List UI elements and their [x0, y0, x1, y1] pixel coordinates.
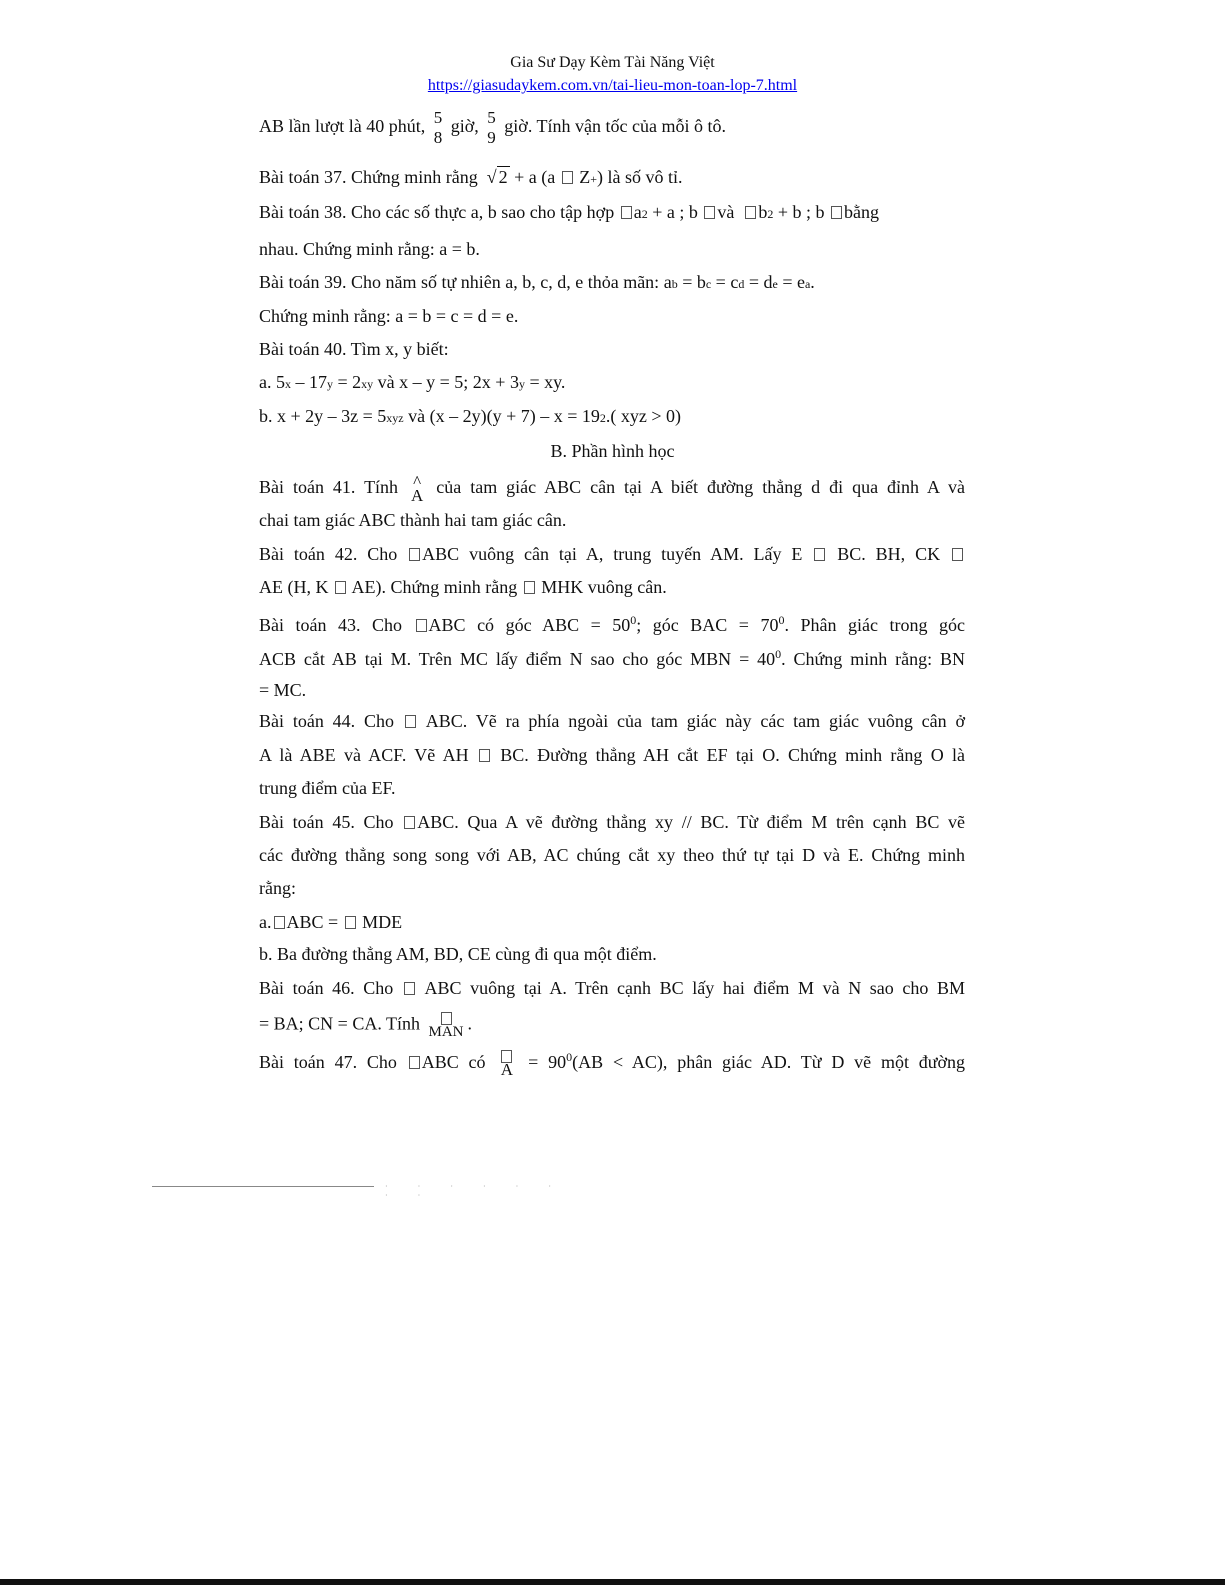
p40-a — [259, 371, 565, 395]
p47-l1c: = 90 — [528, 1052, 567, 1072]
p41-pre: Bài toán 41. Tính — [259, 477, 399, 498]
angle-man — [429, 1012, 464, 1039]
p40-a-2: – 17 — [295, 372, 327, 392]
triangle-box-icon — [274, 916, 285, 929]
footer-rule — [152, 1186, 374, 1187]
p40-b-2: và (x – 2y)(y + 7) – x = 19 — [408, 406, 600, 426]
problem-46-line1 — [259, 977, 965, 999]
line-ab-pre: AB lần lượt là 40 phút, — [259, 116, 426, 137]
p43-l1a: Bài toán 43. Cho — [259, 615, 403, 635]
p37-pre: Bài toán 37. Chứng minh rằng — [259, 167, 478, 187]
triangle-box-icon — [404, 816, 415, 829]
p43-l1c: ; góc BAC = 70 — [636, 615, 779, 635]
line-ab-post: giờ. Tính vận tốc của mỗi ô tô. — [504, 116, 726, 137]
p44-l2b: BC. Đường thẳng AH cắt EF tại O. Chứng minh rằng — [500, 745, 923, 765]
problem-43-line2 — [259, 643, 965, 670]
problem-37 — [259, 166, 683, 190]
p43-line3: = MC. — [259, 680, 307, 700]
p44-l1b: ABC. Vẽ ra phía ngoài của tam giác này các tam giác vuông cân ở — [425, 711, 965, 731]
frac2-den: 9 — [487, 128, 496, 147]
triangle-box-icon — [409, 1056, 420, 1069]
frac2-num: 5 — [487, 108, 496, 127]
p41-letter: A — [411, 486, 424, 505]
p45-l1a: Bài toán 45. Cho — [259, 812, 394, 832]
p44-l1a: Bài toán 44. Cho — [259, 711, 395, 731]
p38-sup2: 2 — [641, 207, 648, 221]
page-bottom-bar — [0, 1579, 1225, 1585]
p40-b-1: b. x + 2y – 3z = 5 — [259, 406, 387, 426]
p46-l2b: . — [467, 1013, 473, 1034]
p38-va: và — [717, 202, 735, 222]
p39-base: d — [763, 272, 773, 292]
p47-l1a: Bài toán 47. Cho — [259, 1052, 397, 1072]
p46-l2a: = BA; CN = CA. Tính — [259, 1013, 420, 1034]
p46-angle: MAN — [428, 1024, 464, 1040]
p39-pre: Bài toán 39. Cho năm số tự nhiên a, b, c, d, e thỏa mãn: — [259, 272, 660, 292]
p40-title: Bài toán 40. Tìm x, y biết: — [259, 339, 449, 359]
p42-l1c: BC. BH, CK — [837, 544, 941, 564]
problem-47-line1 — [259, 1046, 966, 1080]
triangle-box-icon — [345, 916, 356, 929]
p47-deg: 0 — [566, 1050, 573, 1064]
header-url-link[interactable]: https://giasudaykem.com.vn/tai-lieu-mon-toan-lop-7.html — [427, 77, 798, 94]
p40-a-sx: x — [285, 377, 291, 391]
brace-box-icon — [621, 206, 632, 219]
p39-separator: . — [810, 272, 815, 292]
triangle-box-icon — [405, 715, 416, 728]
problem-39 — [259, 271, 815, 295]
p37-post: ) là số vô tỉ. — [597, 167, 683, 187]
p45-a3: MDE — [362, 912, 403, 932]
fraction-5-9 — [487, 108, 496, 148]
problem-41 — [259, 472, 965, 505]
p38-b2: b — [758, 202, 768, 222]
triangle-box-icon — [416, 619, 427, 632]
element-of-box-icon — [335, 581, 346, 594]
fraction-5-8 — [434, 108, 443, 148]
p39-separator: = — [777, 272, 797, 292]
problem-43-line1 — [259, 609, 965, 636]
p45-b: b. Ba đường thẳng AM, BD, CE cùng đi qua một điểm. — [259, 944, 657, 964]
p43-deg1: 0 — [630, 613, 637, 627]
p40-b-sxyz: xyz — [386, 411, 404, 425]
p39-separator: = — [711, 272, 731, 292]
p39-base: e — [796, 272, 805, 292]
problem-42-line2 — [259, 576, 667, 598]
triangle-box-icon — [404, 982, 415, 995]
p37-z: Z — [579, 167, 591, 187]
p46-l1b: ABC vuông tại A. Trên cạnh BC lấy hai điểm M và N sao cho BM — [424, 978, 965, 998]
problem-42-line1 — [259, 543, 965, 565]
p40-a-sy: y — [327, 377, 333, 391]
p39-exponent: e — [772, 277, 778, 291]
header-url[interactable] — [0, 76, 1225, 96]
p39-separator: = — [744, 272, 764, 292]
p42-l2b: AE). Chứng minh rằng — [351, 577, 518, 597]
sqrt-symbol: √ 2 — [482, 167, 508, 187]
p39-base: a — [663, 272, 672, 292]
p45-a — [259, 911, 402, 933]
p40-a-5: = xy. — [529, 372, 566, 392]
p39-exponent: b — [671, 277, 678, 291]
perpendicular-box-icon — [952, 548, 963, 561]
p44-l2a: A là ABE và ACF. Vẽ AH — [259, 745, 469, 765]
frac1-den: 8 — [433, 128, 443, 147]
p42-l2c: MHK vuông cân. — [541, 577, 667, 597]
p40-a-3: = 2 — [337, 372, 362, 392]
p45-line2: các đường thẳng song song với AB, AC chúng cắt xy theo thứ tự tại D và E. Chứng minh — [259, 845, 965, 865]
p38-part2: + b ; b — [777, 202, 825, 222]
p47-l1b: ABC có — [421, 1052, 486, 1072]
p42-l1b: ABC vuông cân tại A, trung tuyến AM. Lấy E — [422, 544, 803, 564]
triangle-box-icon — [524, 581, 535, 594]
brace-box-icon — [745, 206, 756, 219]
problem-38 — [259, 201, 879, 225]
p44-l2c: O là — [930, 745, 965, 765]
triangle-box-icon — [409, 548, 420, 561]
p39-base: c — [730, 272, 739, 292]
angle-a — [499, 1050, 514, 1080]
p39-separator: = — [677, 272, 697, 292]
p47-l1d: (AB < AC), phân giác AD. Từ D vẽ một đường — [572, 1052, 966, 1072]
p45-l1b: ABC. Qua A vẽ đường thẳng xy // BC. Từ điểm M trên cạnh BC vẽ — [417, 812, 966, 832]
footer-dots: · · · · · · · · — [385, 1182, 565, 1200]
p42-l2a: AE (H, K — [259, 577, 329, 597]
brace-box-icon — [831, 206, 842, 219]
p44-line3: trung điểm của EF. — [259, 778, 396, 798]
p40-a-1: a. 5 — [259, 372, 285, 392]
header-site-name: Gia Sư Dạy Kèm Tài Năng Việt — [510, 54, 715, 71]
p37-radical: 2 — [498, 167, 508, 187]
line-ab-mid: giờ, — [450, 116, 479, 137]
p43-l2a: ACB cắt AB tại M. Trên MC lấy điểm N sao cho góc MBN = 40 — [259, 649, 776, 669]
p43-deg2: 0 — [778, 613, 785, 627]
p41-post: của tam giác ABC cân tại A biết đường thẳng d đi qua đỉnh A và — [436, 477, 965, 498]
p37-zsub: + — [590, 172, 598, 186]
p43-deg3: 0 — [775, 647, 782, 661]
element-of-box-icon — [562, 171, 573, 184]
p40-b-s2: 2 — [599, 411, 606, 425]
line-ab — [259, 108, 726, 148]
p45-line3: rằng: — [259, 878, 296, 898]
p42-l1a: Bài toán 42. Cho — [259, 544, 398, 564]
problem-45-line1 — [259, 811, 965, 833]
p43-l1d: . Phân giác trong góc — [784, 615, 965, 635]
p40-a-sy2: y — [518, 377, 525, 391]
p41-line2: chai tam giác ABC thành hai tam giác cân. — [259, 510, 567, 530]
p45-a2: ABC = — [286, 912, 339, 932]
p43-l1b: ABC có góc ABC = 50 — [428, 615, 631, 635]
p40-a-4: và x – y = 5; 2x + 3 — [377, 372, 519, 392]
p39-exponent: d — [738, 277, 745, 291]
p45-a1: a. — [259, 912, 272, 932]
problem-44-line2 — [259, 744, 965, 766]
p38-pre: Bài toán 38. Cho các số thực a, b sao cho tập hợp — [259, 202, 615, 222]
p46-l1a: Bài toán 46. Cho — [259, 978, 394, 998]
p38-sup2b: 2 — [767, 207, 774, 221]
p38-line2: nhau. Chứng minh rằng: a = b. — [259, 239, 480, 259]
p41-hat: ^ — [413, 472, 422, 491]
p39-line2: Chứng minh rằng: a = b = c = d = e. — [259, 306, 519, 326]
p37-mid: + a (a — [514, 167, 556, 187]
p38-a2: a — [633, 202, 642, 222]
p38-part1: + a ; b — [652, 202, 698, 222]
frac1-num: 5 — [433, 108, 443, 127]
section-b-heading: B. Phần hình học — [550, 441, 675, 461]
problem-46-line2 — [259, 1012, 472, 1039]
p39-expression — [664, 272, 815, 292]
p47-angle: A — [500, 1060, 513, 1080]
p43-l2b: . Chứng minh rằng: BN — [781, 649, 965, 669]
element-of-box-icon — [814, 548, 825, 561]
p40-b-3: .( xyz > 0) — [605, 406, 682, 426]
p40-b — [259, 405, 681, 429]
p39-exponent: a — [804, 277, 811, 291]
p38-bang: bằng — [844, 202, 880, 222]
angle-a-hat — [411, 472, 424, 505]
problem-44-line1 — [259, 710, 965, 732]
p40-a-sxy: xy — [361, 377, 374, 391]
brace-box-icon — [704, 206, 715, 219]
perpendicular-box-icon — [479, 749, 490, 762]
p39-base: b — [696, 272, 706, 292]
p39-exponent: c — [705, 277, 712, 291]
